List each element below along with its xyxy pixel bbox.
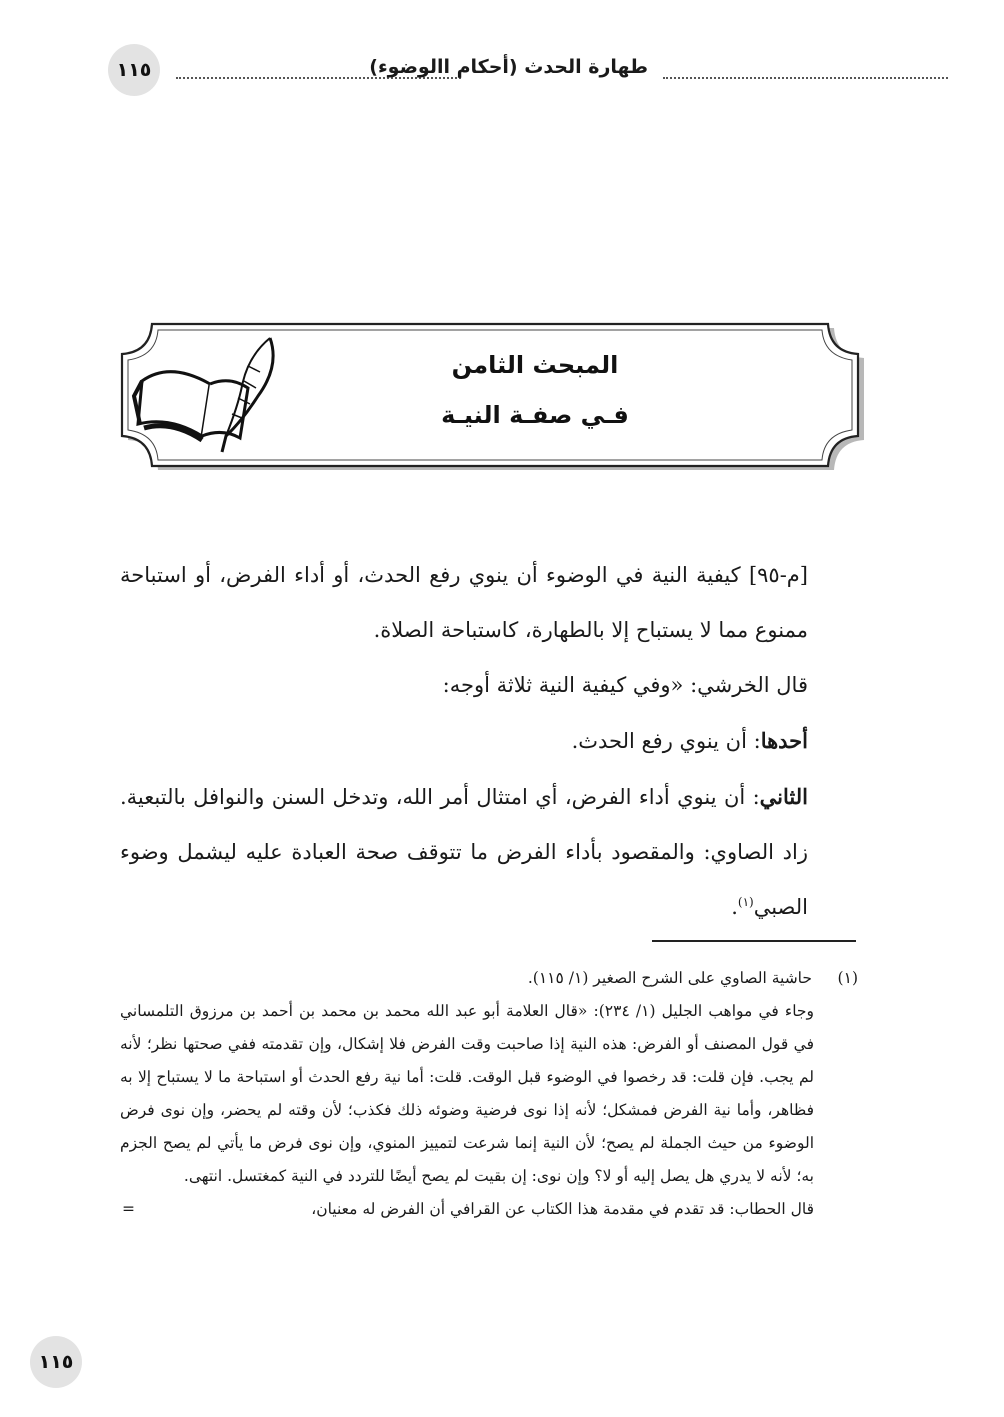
footnote-1-text: حاشية الصاوي على الشرح الصغير (١/ ١١٥). bbox=[527, 969, 812, 987]
paragraph-4-text: : أن ينوي أداء الفرض، أي امتثال أمر الله، وتدخل السنن والنوافل بالتبعية. زاد الصاوي: والمقصود بأداء الفرض ما تتوقف صحة العبادة عليه ليشمل وضوء الصبي bbox=[120, 785, 808, 919]
footnote-last-text: قال الحطاب: قد تقدم في مقدمة هذا الكتاب عن القرافي أن الفرض له معنيان، bbox=[311, 1200, 814, 1218]
label-first: أحدها bbox=[760, 728, 808, 753]
banner-heading bbox=[310, 340, 760, 440]
running-header bbox=[108, 40, 848, 98]
paragraph-4-end: . bbox=[731, 895, 738, 919]
footnote-1 bbox=[120, 962, 858, 995]
section-banner bbox=[110, 318, 870, 474]
section-number-heading: المبحث الثامن bbox=[451, 351, 619, 379]
paragraph-3-text: : أن ينوي رفع الحدث. bbox=[571, 729, 761, 753]
book-quill-icon bbox=[130, 326, 280, 456]
footer-page-number: ١١٥ bbox=[30, 1336, 82, 1388]
paragraph-1: [م-٩٥] كيفية النية في الوضوء أن ينوي رفع الحدث، أو أداء الفرض، أو استباحة ممنوع مما لا يستباح إلا بالطهارة، كاستباحة الصلاة. bbox=[120, 563, 808, 642]
footnote-number: (١) bbox=[837, 969, 858, 987]
section-title-heading: فـي صفـة النيـة bbox=[441, 401, 629, 429]
running-title: طهارة الحدث (أحكام االوضوء) bbox=[369, 56, 648, 78]
footnotes bbox=[120, 962, 858, 1226]
paragraph-3 bbox=[120, 713, 858, 769]
footnote-separator bbox=[652, 940, 856, 942]
header-page-number: ١١٥ bbox=[108, 44, 160, 96]
paragraph-4 bbox=[120, 769, 858, 935]
label-second: الثاني bbox=[759, 784, 808, 809]
paragraph-2: قال الخرشي: «وفي كيفية النية ثلاثة أوجه: bbox=[442, 673, 808, 697]
footnote-reference[interactable]: (١) bbox=[737, 895, 754, 909]
footnote-1-continuation: وجاء في مواهب الجليل (١/ ٢٣٤): «قال العلامة أبو عبد الله محمد بن محمد بن أحمد بن مرزوق التلمساني في قول المصنف أو الفرض: هذه النية إذا صاحبت وقت الفرض فلا إشكال، وإن تقدمته ففي صحتها نظر؛ لأنه لم يجب. فإن قلت: قد رخصوا في الوضوء قبل الوقت. قلت: أما نية رفع الحدث أو استباحة ما لا يستباح إلا به فظاهر، وأما نية الفرض فمشكل؛ لأنه إذا نوى فرضية وضوئه ذلك فكذب؛ لأن وقته لم يحضر، وإن نوى فرض الوضوء من حيث الجملة لم يصح؛ لأن النية إنما شرعت لتمييز المنوي، وإن نوى فرض ما يأتي لم يصح الجزم به؛ لأنه لا يدري هل يصل إليه أو لا؟ وإن نوى: إن بقيت لم يصح أيضًا للتردد في النية كمغتسل. انتهى. bbox=[120, 1002, 814, 1185]
header-dotted-leader-right bbox=[663, 77, 948, 79]
footnote-last-line bbox=[120, 1193, 858, 1226]
main-text bbox=[120, 548, 858, 935]
continuation-mark: = bbox=[122, 1200, 135, 1218]
